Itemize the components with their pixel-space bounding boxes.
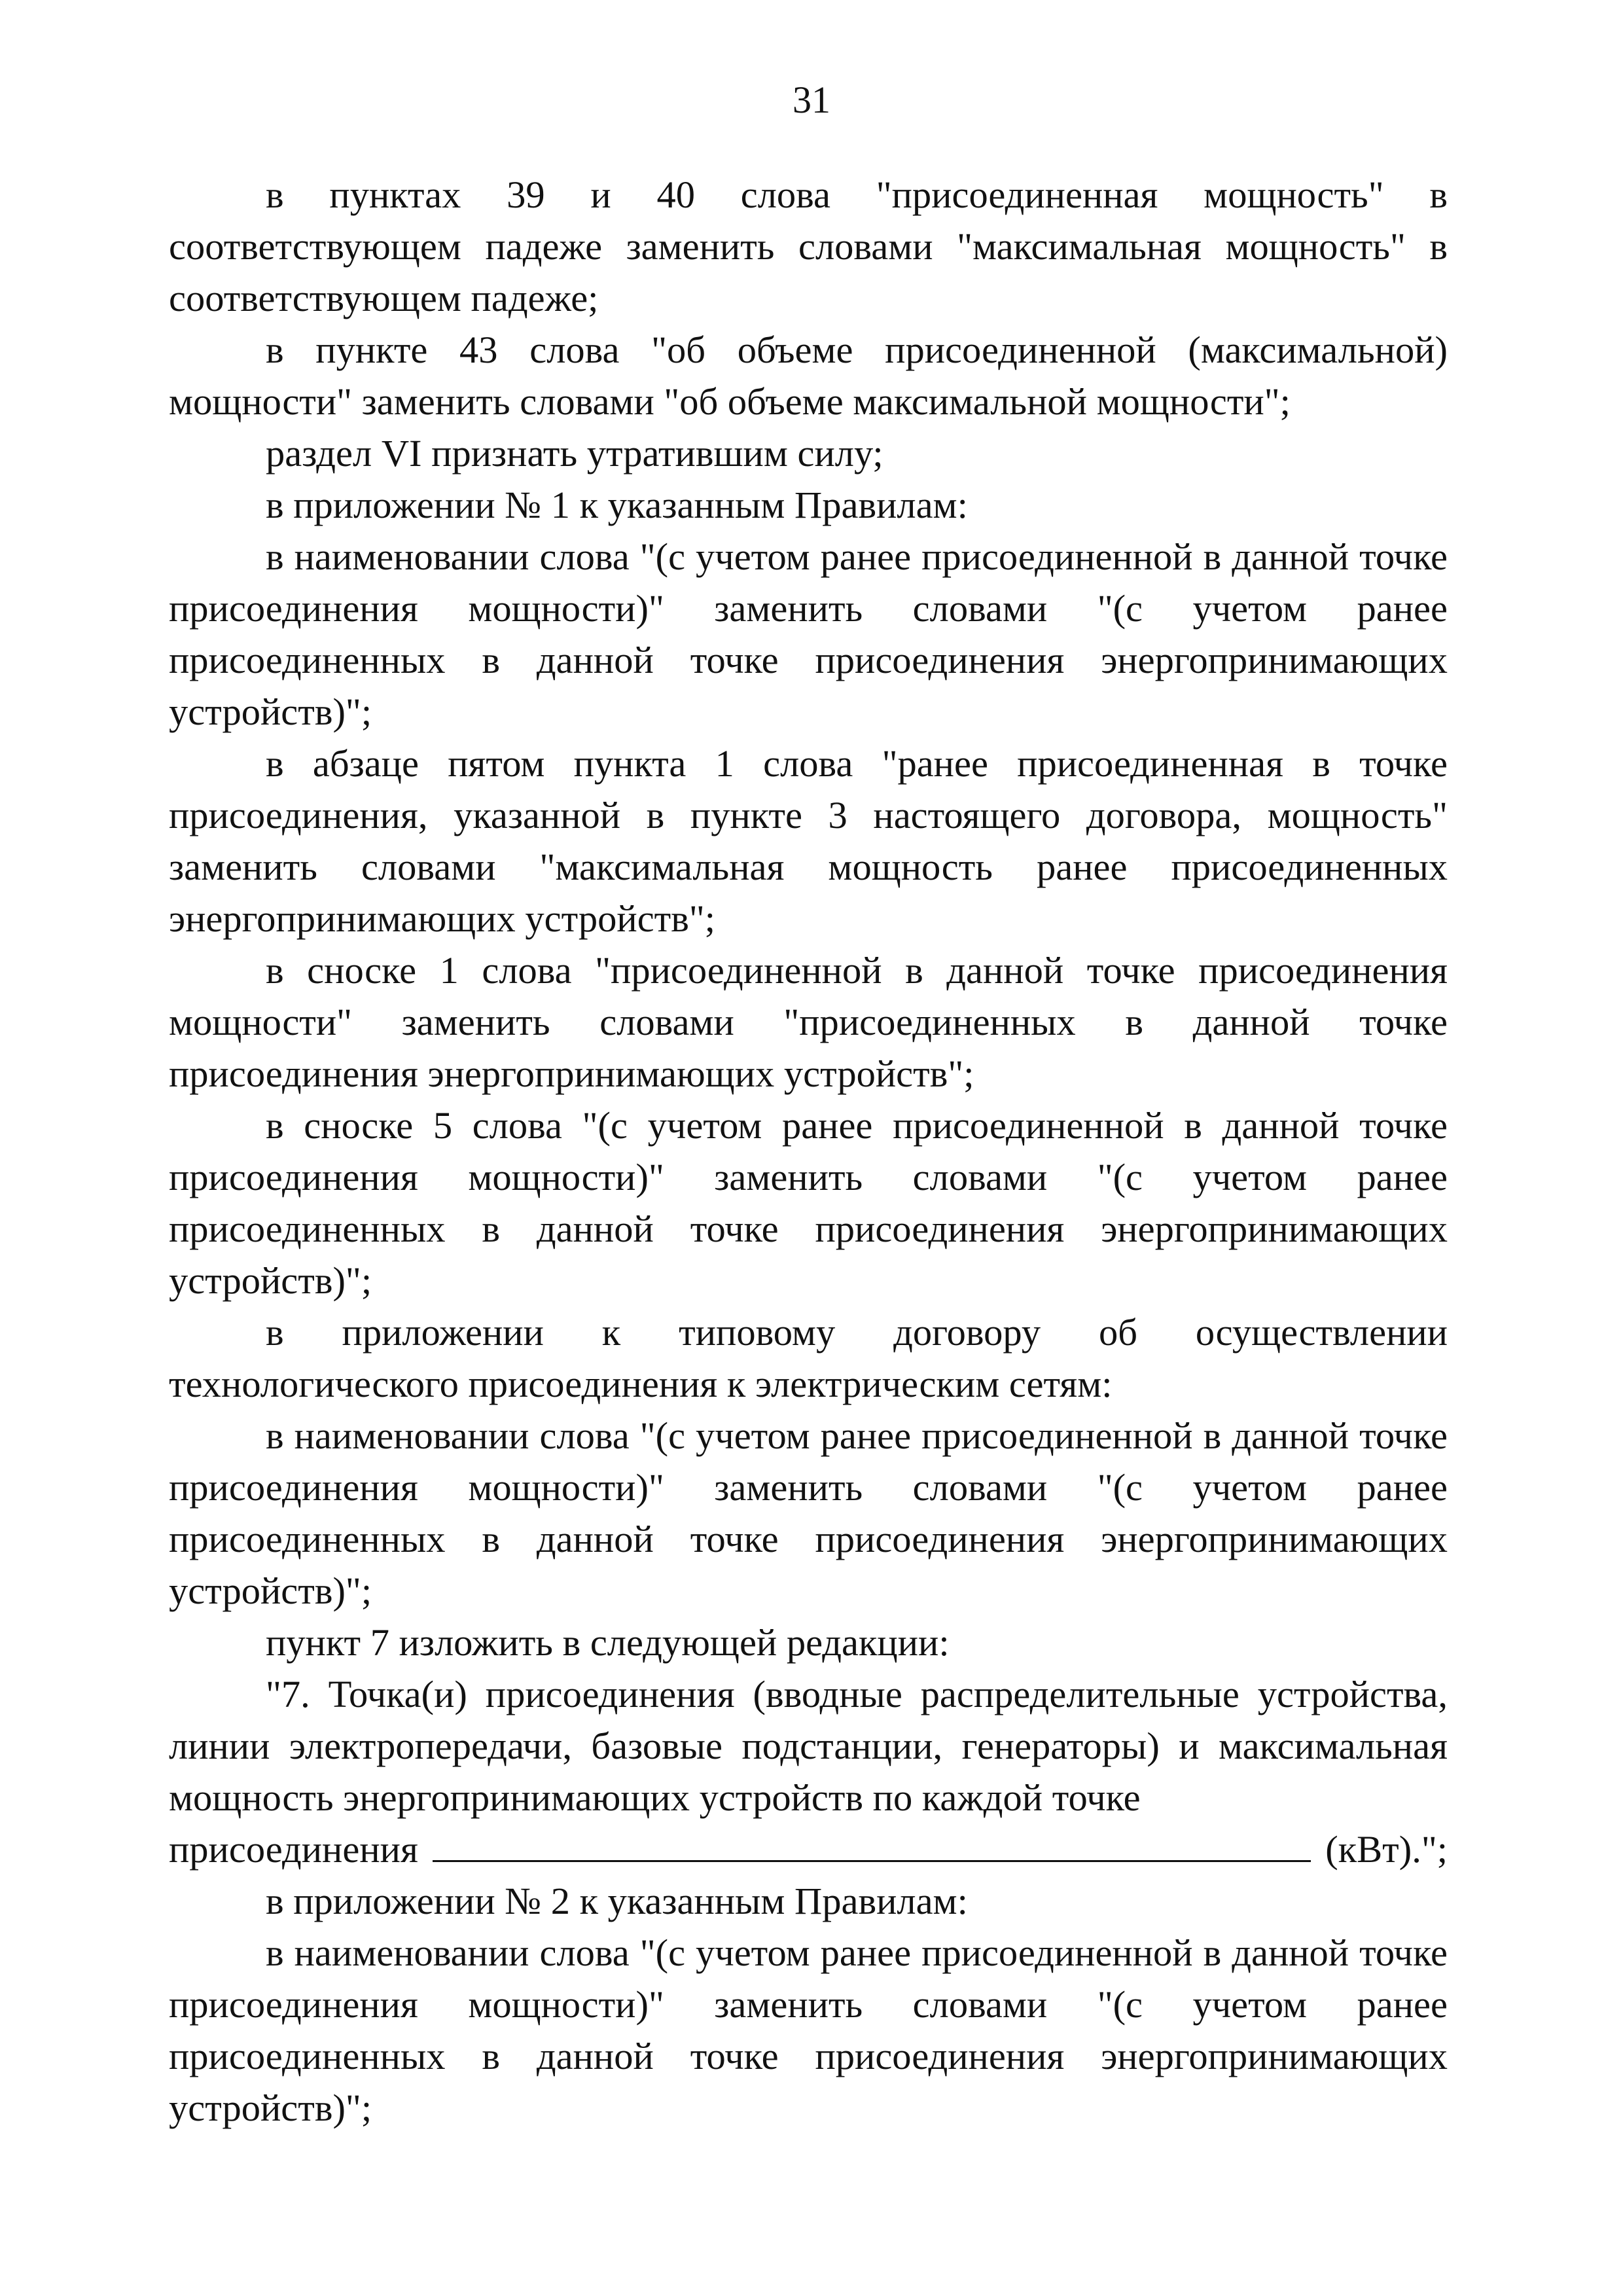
paragraph: в наименовании слова "(с учетом ранее присоединенной в данной точке присоединения мощности)" заменить словами "(с учетом ранее присоединенных в данной точке присоединения энергопринимающих устройств)";	[169, 1414, 1448, 1612]
paragraph: в наименовании слова "(с учетом ранее присоединенной в данной точке присоединения мощности)" заменить словами "(с учетом ранее присоединенных в данной точке присоединения энергопринимающих устройств)";	[169, 535, 1448, 733]
document-body	[169, 169, 1448, 2134]
point-7-last-word: присоединения	[169, 1828, 418, 1871]
page-number: 31	[793, 79, 830, 121]
paragraph: в наименовании слова "(с учетом ранее присоединенной в данной точке присоединения мощности)" заменить словами "(с учетом ранее присоединенных в данной точке присоединения энергопринимающих устройств)";	[169, 1931, 1448, 2129]
paragraph: пункт 7 изложить в следующей редакции:	[266, 1621, 950, 1664]
fill-in-blank	[433, 1859, 1311, 1862]
paragraph: в приложении № 2 к указанным Правилам:	[266, 1880, 968, 1922]
point-7-unit: (кВт).";	[1325, 1828, 1448, 1871]
paragraph: в приложении к типовому договору об осуществлении технологического присоединения к электрическим сетям:	[169, 1311, 1448, 1405]
point-7-fill-line	[169, 1823, 1448, 1875]
point-7-quote: "7. Точка(и) присоединения (вводные распределительные устройства, линии электропередачи, базовые подстанции, генераторы) и максимальная мощность энергопринимающих устройств по каждой точке	[169, 1673, 1448, 1819]
paragraph: в пункте 43 слова "об объеме присоединенной (максимальной) мощности" заменить словами "об объеме максимальной мощности";	[169, 329, 1448, 423]
paragraph: в приложении № 1 к указанным Правилам:	[266, 484, 968, 526]
paragraph: в сноске 1 слова "присоединенной в данной точке присоединения мощности" заменить словами "присоединенных в данной точке присоединения энергопринимающих устройств";	[169, 949, 1448, 1095]
paragraph: раздел VI признать утратившим силу;	[266, 432, 883, 475]
paragraph: в абзаце пятом пункта 1 слова "ранее присоединенная в точке присоединения, указанной в пункте 3 настоящего договора, мощность" заменить словами "максимальная мощность ранее присоединенных энергопринимающих устройств";	[169, 742, 1448, 940]
paragraph: в сноске 5 слова "(с учетом ранее присоединенной в данной точке присоединения мощности)" заменить словами "(с учетом ранее присоединенных в данной точке присоединения энергопринимающих устройств)";	[169, 1104, 1448, 1302]
paragraph: в пунктах 39 и 40 слова "присоединенная мощность" в соответствующем падеже заменить словами "максимальная мощность" в соответствующем падеже;	[169, 173, 1448, 319]
